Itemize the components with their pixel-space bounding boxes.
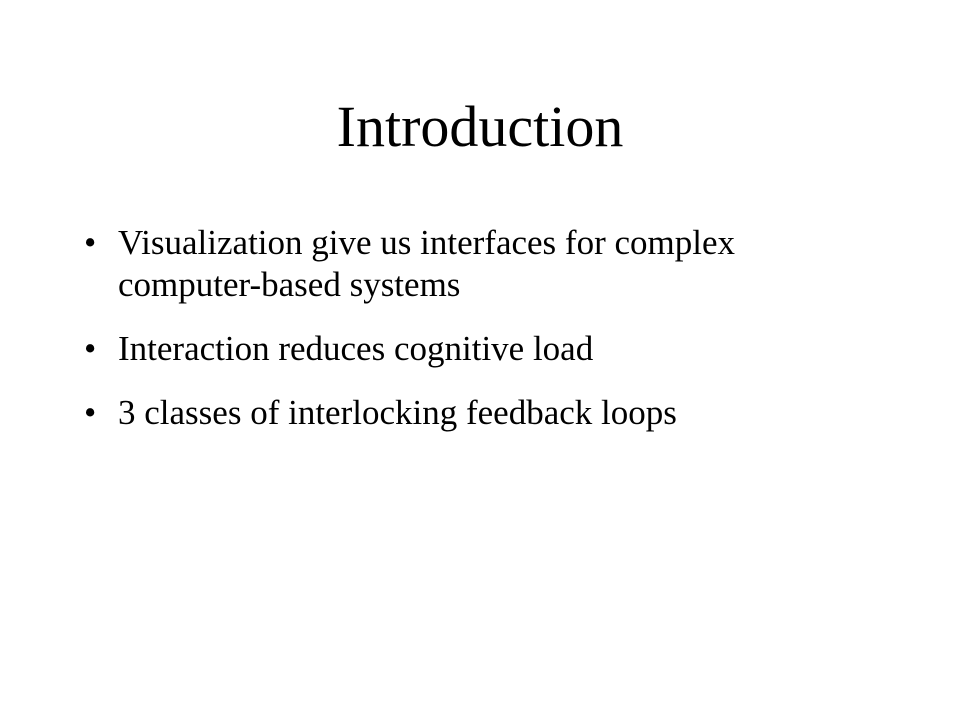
bullet-icon: •	[84, 393, 97, 432]
bullet-item	[84, 392, 884, 434]
bullet-list	[84, 222, 884, 456]
bullet-text: Interaction reduces cognitive load	[118, 329, 594, 368]
slide-title: Introduction	[336, 94, 624, 159]
bullet-icon: •	[84, 223, 97, 262]
bullet-text: Visualization give us interfaces for complex computer-based systems	[118, 223, 735, 304]
bullet-text: 3 classes of interlocking feedback loops	[118, 393, 677, 432]
bullet-item	[84, 222, 884, 306]
bullet-item	[84, 328, 884, 370]
bullet-icon: •	[84, 329, 97, 368]
